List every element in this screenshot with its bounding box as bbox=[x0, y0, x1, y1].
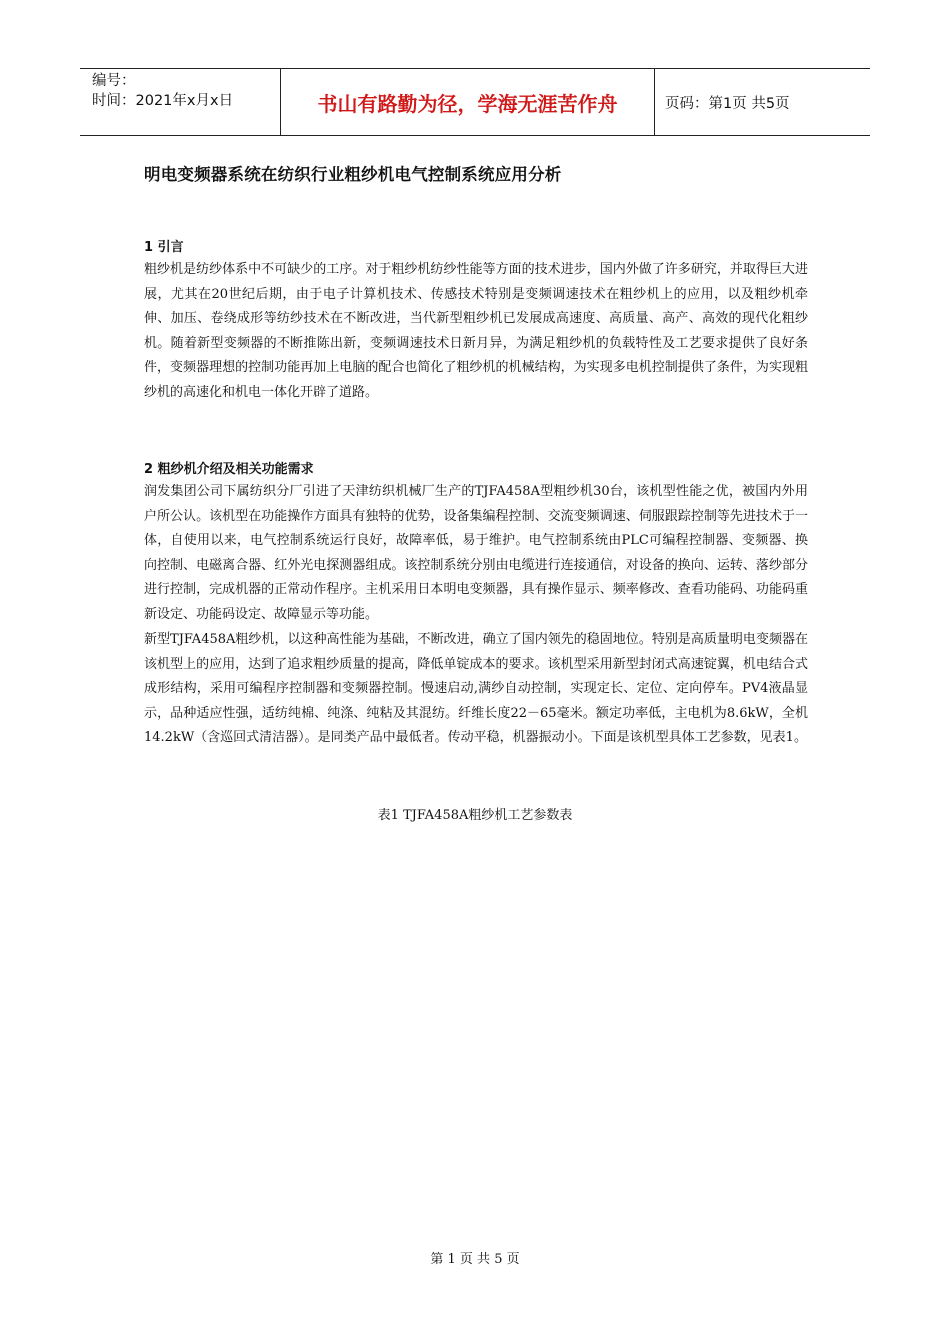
header-page-info: 页码：第1页 共5页 bbox=[665, 95, 790, 112]
header-motto: 书山有路勤为径，学海无涯苦作舟 bbox=[281, 69, 655, 135]
table-caption: 表1 TJFA458A粗纱机工艺参数表 bbox=[377, 808, 573, 823]
header-meta bbox=[80, 69, 281, 135]
section-overview-paragraph-1: 润发集团公司下属纺织分厂引进了天津纺织机械厂生产的TJFA458A型粗纱机30台，该机型性能之优，被国内外用户所公认。该机型在功能操作方面具有独特的优势，设备集编程控制、交流变频调速、伺服跟踪控制等先进技术于一体，自使用以来，电气控制系统运行良好，故障率低，易于维护。电气控制系统由PLC可编程控制器、变频器、换向控制、电磁离合器、红外光电探测器组成。该控制系统分别由电缆进行连接通信，对设备的换向、运转、落纱部分进行控制，完成机器的正常动作程序。主机采用日本明电变频器，具有操作显示、频率修改、查看功能码、功能码重新设定、功能码设定、故障显示等功能。 bbox=[144, 484, 808, 622]
number-label: 编号： bbox=[92, 73, 136, 89]
page-footer: 第 1 页 共 5 页 bbox=[430, 1252, 520, 1267]
section-heading-intro: 1 引言 bbox=[144, 240, 184, 255]
time-label: 时间：2021年x月x日 bbox=[92, 93, 234, 109]
section-overview-paragraph-2: 新型TJFA458A粗纱机，以这种高性能为基础，不断改进，确立了国内领先的稳固地位。特别是高质量明电变频器在该机型上的应用，达到了追求粗纱质量的提高，降低单锭成本的要求。该机型采用新型封闭式高速锭翼，机电结合式成形结构，采用可编程序控制器和变频器控制。慢速启动,满纱自动控制，实现定长、定位、定向停车。PV4液晶显示，品种适应性强，适纺纯棉、纯涤、纯粘及其混纺。纤维长度22－65毫米。额定功率低，主电机为8.6kW，全机14.2kW（含巡回式清洁器）。是同类产品中最低者。传动平稳，机器振动小。下面是该机型具体工艺参数，见表1。 bbox=[144, 632, 808, 746]
section-intro-paragraph: 粗纱机是纺纱体系中不可缺少的工序。对于粗纱机纺纱性能等方面的技术进步，国内外做了许多研究，并取得巨大进展，尤其在20世纪后期，由于电子计算机技术、传感技术特别是变频调速技术在粗纱机上的应用，以及粗纱机牵伸、加压、卷绕成形等纺纱技术在不断改进，当代新型粗纱机已发展成高速度、高质量、高产、高效的现代化粗纱机。随着新型变频器的不断推陈出新，变频调速技术日新月异，为满足粗纱机的负载特性及工艺要求提供了良好条件，变频器理想的控制功能再加上电脑的配合也简化了粗纱机的机械结构，为实现多电机控制提供了条件，为实现粗纱机的高速化和机电一体化开辟了道路。 bbox=[144, 262, 808, 400]
document-header bbox=[80, 68, 870, 136]
section-heading-overview: 2 粗纱机介绍及相关功能需求 bbox=[144, 462, 314, 477]
document-title: 明电变频器系统在纺织行业粗纱机电气控制系统应用分析 bbox=[144, 165, 562, 184]
